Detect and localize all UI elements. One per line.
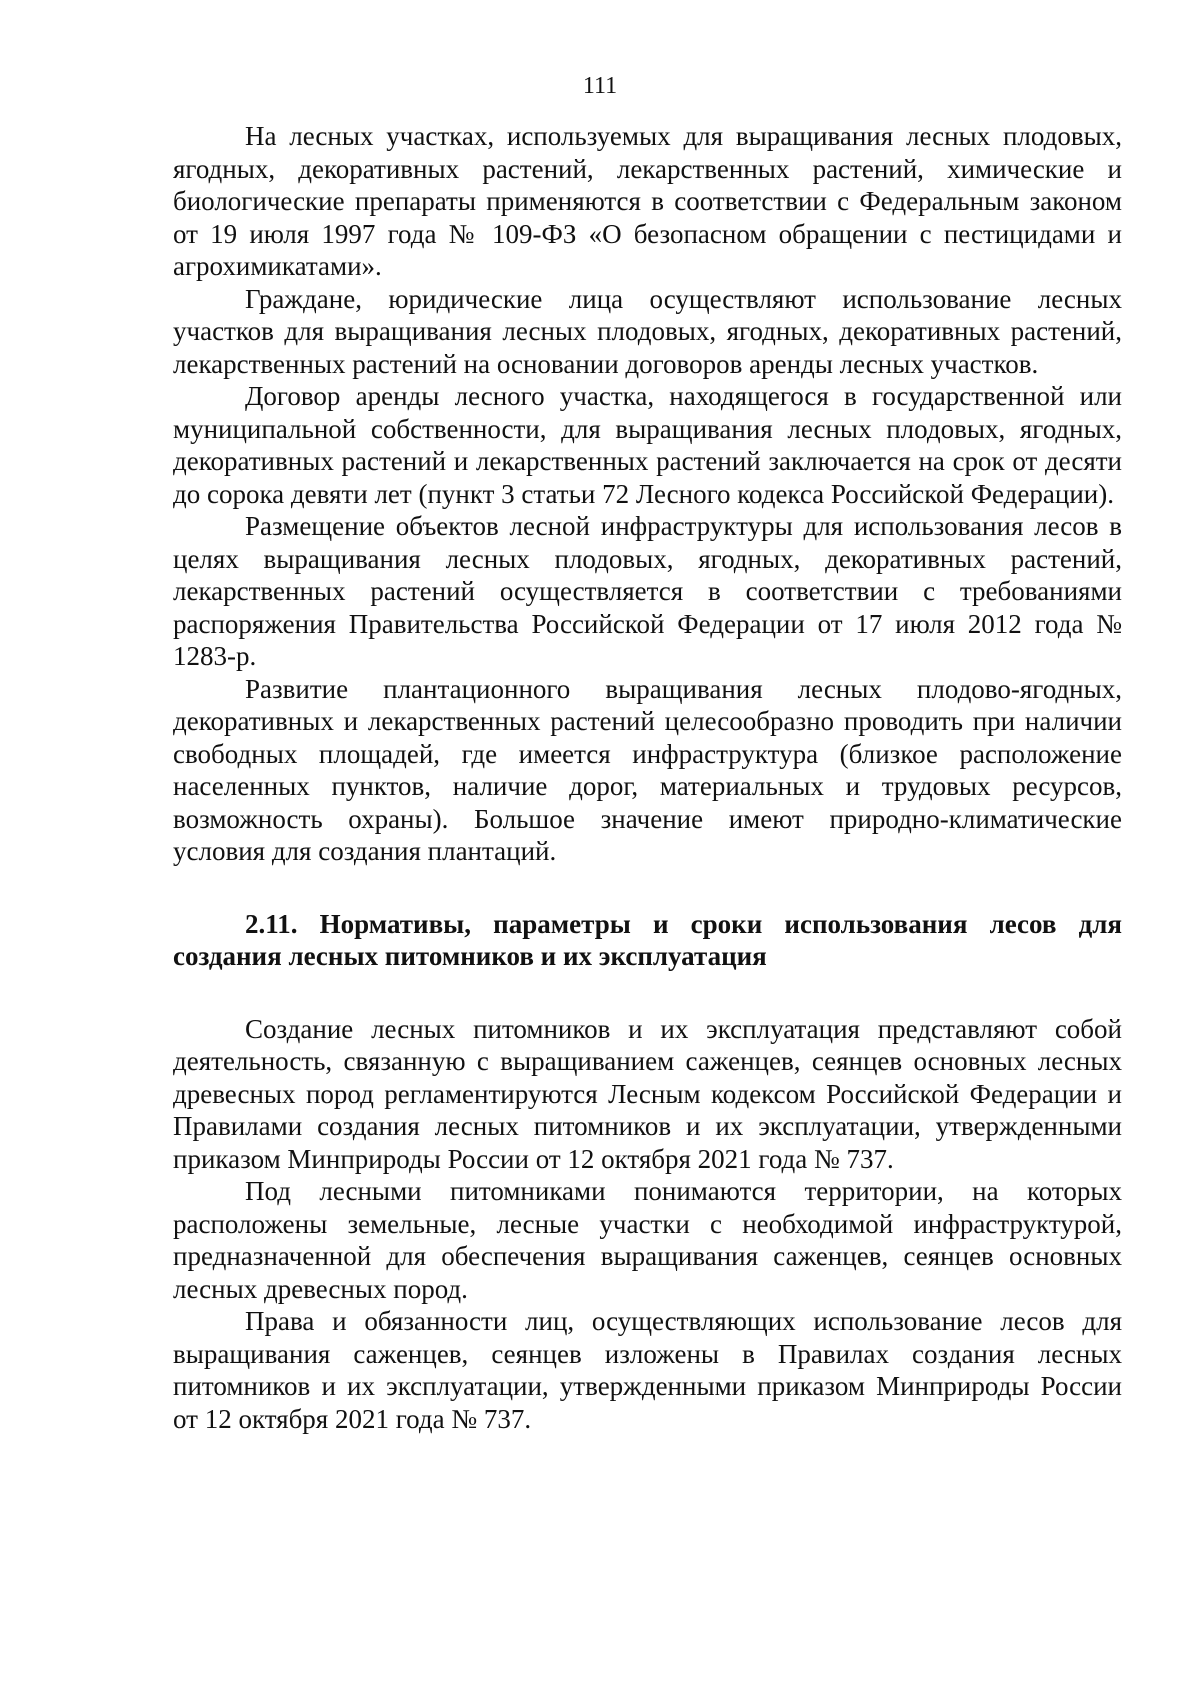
paragraph: Граждане, юридические лица осуществляют использование лесных участков для выращивания лесных плодовых, ягодных, декоративных растений, лекарственных растений на основании договоров аренды лесных участков. bbox=[173, 283, 1122, 379]
paragraph: Размещение объектов лесной инфраструктуры для использования лесов в целях выращивания лесных плодовых, ягодных, декоративных растений, лекарственных растений осуществляется в соответствии с требованиями распоряжения Правительства Российской Федерации от 17 июля 2012 года № 1283-р. bbox=[173, 511, 1122, 671]
section-heading: 2.11. Нормативы, параметры и сроки использования лесов для создания лесных питомников и их эксплуатация bbox=[173, 908, 1122, 971]
paragraph: Под лесными питомниками понимаются территории, на которых расположены земельные, лесные участки с необходимой инфраструктурой, предназначенной для обеспечения выращивания саженцев, сеянцев основных лесных древесных пород. bbox=[173, 1176, 1122, 1304]
document-body bbox=[173, 120, 1122, 1435]
page-number: 111 bbox=[582, 73, 618, 99]
paragraph: Договор аренды лесного участка, находящегося в государственной или муниципальной собственности, для выращивания лесных плодовых, ягодных, декоративных растений и лекарственных растений заключается на срок от десяти до сорока девяти лет (пункт 3 статьи 72 Лесного кодекса Российской Федерации). bbox=[173, 381, 1122, 509]
paragraph: На лесных участках, используемых для выращивания лесных плодовых, ягодных, декоративных растений, лекарственных растений, химические и биологические препараты применяются в соответствии с Федеральным законом от 19 июля 1997 года № 109-ФЗ «О безопасном обращении с пестицидами и агрохимикатами». bbox=[173, 121, 1122, 281]
paragraph: Создание лесных питомников и их эксплуатация представляют собой деятельность, связанную с выращиванием саженцев, сеянцев основных лесных древесных пород регламентируются Лесным кодексом Российской Федерации и Правилами создания лесных питомников и их эксплуатации, утвержденными приказом Минприроды России от 12 октября 2021 года № 737. bbox=[173, 1013, 1122, 1174]
paragraph: Права и обязанности лиц, осуществляющих использование лесов для выращивания саженцев, сеянцев изложены в Правилах создания лесных питомников и их эксплуатации, утвержденными приказом Минприроды России от 12 октября 2021 года № 737. bbox=[173, 1306, 1122, 1434]
paragraph: Развитие плантационного выращивания лесных плодово-ягодных, декоративных и лекарственных растений целесообразно проводить при наличии свободных площадей, где имеется инфраструктура (близкое расположение населенных пунктов, наличие дорог, материальных и трудовых ресурсов, возможность охраны). Большое значение имеют природно-климатические условия для создания плантаций. bbox=[173, 673, 1122, 866]
